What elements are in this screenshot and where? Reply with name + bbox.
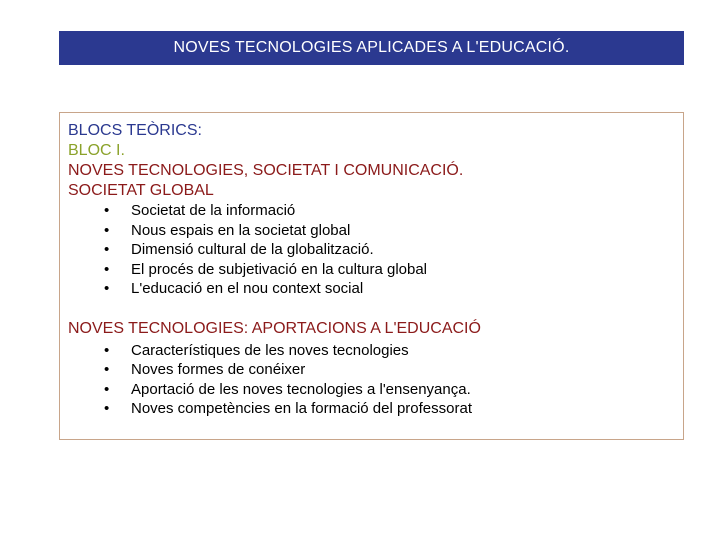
list-item <box>68 221 683 241</box>
list-item <box>68 360 683 380</box>
list-item <box>68 240 683 260</box>
list-item <box>68 399 683 419</box>
list-item-text: Societat de la informació <box>131 202 296 219</box>
list-item-text: Noves formes de conéixer <box>131 361 306 378</box>
list-item-text: Nous espais en la societat global <box>131 221 351 239</box>
list-item-text: Característiques de les noves tecnologies <box>131 341 409 359</box>
list-item <box>68 260 683 280</box>
bullet-icon: • <box>104 400 110 417</box>
bullet-icon: • <box>104 361 110 378</box>
section1-list <box>68 201 683 299</box>
list-item <box>68 341 683 361</box>
bloc-label: BLOC I. <box>68 142 125 159</box>
bullet-icon: • <box>104 241 110 258</box>
slide-title: NOVES TECNOLOGIES APLICADES A L'EDUCACIÓ. <box>59 31 684 65</box>
bullet-icon: • <box>104 341 110 359</box>
list-item-text: Noves competències en la formació del professorat <box>131 400 473 417</box>
list-item <box>68 201 683 221</box>
list-item-text: L'educació en el nou context social <box>131 280 364 297</box>
section1-title-line1: NOVES TECNOLOGIES, SOCIETAT I COMUNICACIÓ. <box>68 162 464 179</box>
bullet-icon: • <box>104 221 110 239</box>
bullet-icon: • <box>104 380 110 398</box>
list-item <box>68 380 683 400</box>
blocs-label: BLOCS TEÒRICS: <box>68 122 202 139</box>
list-item-text: Dimensió cultural de la globalització. <box>131 241 374 258</box>
bullet-icon: • <box>104 280 110 297</box>
list-item-text: Aportació de les noves tecnologies a l'ensenyança. <box>131 380 471 398</box>
content-box <box>59 112 684 440</box>
bullet-icon: • <box>104 202 110 219</box>
bullet-icon: • <box>104 260 110 278</box>
section2-list <box>68 341 683 419</box>
section1-title-line2: SOCIETAT GLOBAL <box>68 182 214 199</box>
list-item <box>68 279 683 299</box>
list-item-text: El procés de subjetivació en la cultura global <box>131 260 428 278</box>
section2-title: NOVES TECNOLOGIES: APORTACIONS A L'EDUCACIÓ <box>68 319 481 337</box>
